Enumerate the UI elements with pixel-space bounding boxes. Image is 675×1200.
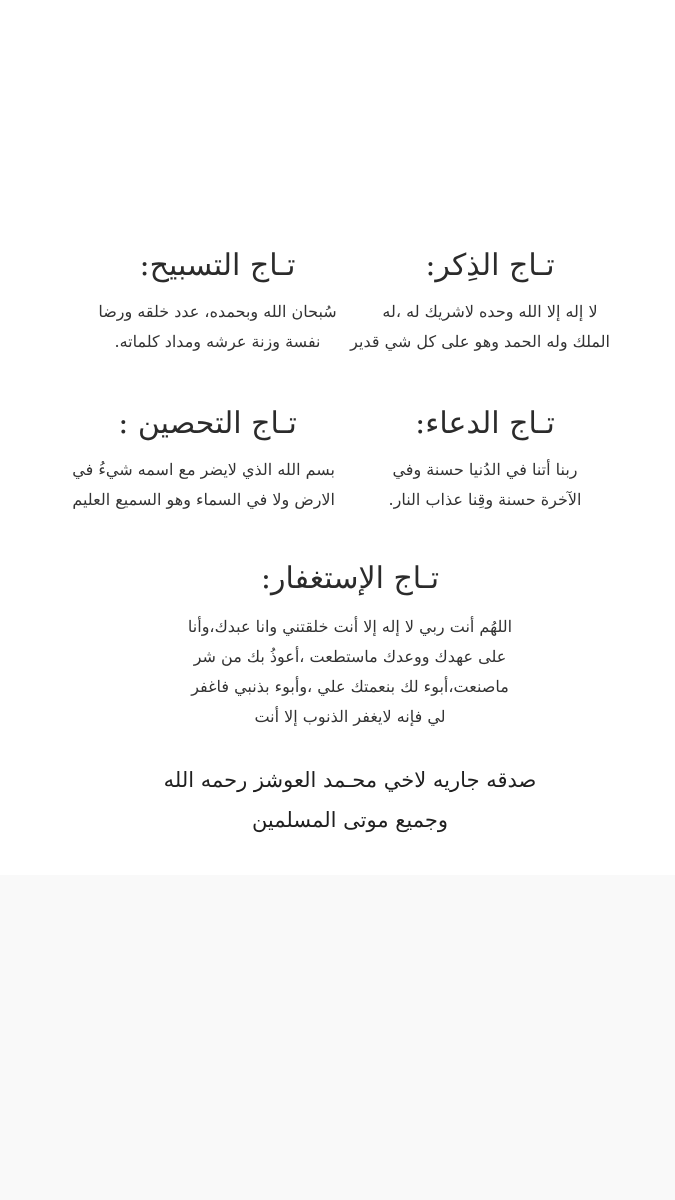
section-istighfar-line-3: ماصنعت،أبوء لك بنعمتك علي ،وأبوء بذنبي فاغفر: [191, 677, 509, 696]
dedication-line-1: صدقه جاريه لاخي محـمد العوشز رحمه الله: [163, 768, 537, 792]
section-dua-title: تـاج الدعاء:: [415, 406, 555, 441]
section-istighfar-line-2: على عهدك ووعدك ماستطعت ،أعوذُ بك من شر: [193, 647, 507, 666]
section-tasbih: [95, 245, 340, 357]
bottom-blank-area: [0, 875, 675, 1200]
section-istighfar: [175, 558, 525, 732]
section-tahseen: [72, 403, 335, 515]
section-tasbih-line-1: سُبحان الله وبحمده، عدد خلقه ورضا: [98, 302, 337, 321]
section-istighfar-title: تـاج الإستغفار:: [260, 561, 440, 596]
section-dhikr-line-2: الملك وله الحمد وهو على كل شي قدير: [350, 332, 610, 351]
section-dhikr-title: تـاج الذِكر:: [425, 248, 555, 283]
section-istighfar-line-1: اللهُم أنت ربي لا إله إلا أنت خلقتني وانا عبدك،وأنا: [187, 617, 513, 636]
section-istighfar-line-4: لي فإنه لايغفر الذنوب إلا أنت: [254, 707, 446, 726]
section-dhikr: [350, 245, 610, 357]
dedication: [140, 760, 560, 840]
dedication-line-2: وجميع موتى المسلمين: [251, 808, 449, 832]
section-tahseen-line-1: بسم الله الذي لايضر مع اسمه شيءُ في: [72, 460, 335, 479]
section-dua: [375, 403, 595, 515]
section-tasbih-title: تـاج التسبيح:: [139, 248, 296, 283]
section-dua-line-1: ربنا أتنا في الدُنيا حسنة وفي: [392, 460, 578, 479]
section-tahseen-title: تـاج التحصين :: [118, 406, 297, 441]
section-dhikr-line-1: لا إله إلا الله وحده لاشريك له ،له: [382, 302, 598, 321]
section-tahseen-line-2: الارض ولا في السماء وهو السميع العليم: [72, 490, 335, 509]
section-dua-line-2: الآخرة حسنة وقِنا عذاب النار.: [388, 490, 582, 509]
section-tasbih-line-2: نفسة وزنة عرشه ومداد كلماته.: [114, 332, 321, 351]
